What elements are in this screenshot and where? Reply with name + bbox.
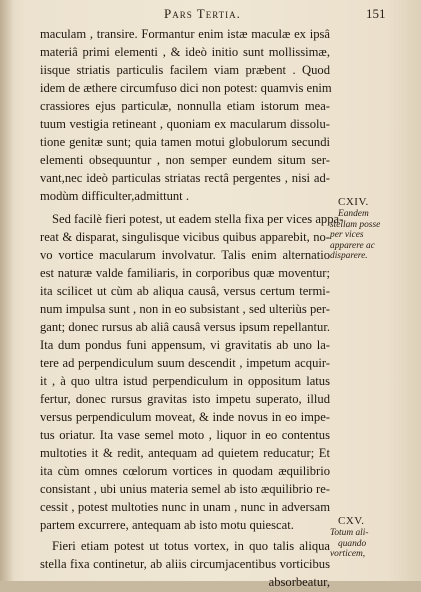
text-line: iisque striatis particulis facilem viam præbent . Quod (40, 63, 330, 77)
margin-note-line: disparere. (330, 251, 368, 262)
text-line: est naturæ valde familiaris, in corporibus quæ moventur; (40, 266, 330, 280)
text-line: ita scilicet ut cùm ab aliqua causâ, versus certum termi- (40, 284, 330, 298)
page-gutter-shadow (0, 0, 14, 581)
margin-note-line: Eandem (338, 209, 369, 219)
text-line: stella fixa continetur, ab aliis circumjacentibus vorticibus (40, 557, 330, 571)
margin-note-cxv (330, 515, 402, 560)
running-title: Pars Tertia. (164, 6, 241, 21)
text-line: crassiores ejus particulæ, nonnulla etiam istorum mea- (40, 99, 330, 113)
margin-note-line: per vices (330, 230, 364, 241)
text-line: cessit , potest multoties nunc in unam , nunc in adversam (40, 500, 330, 514)
text-line: it , à quo ultra istud perpendiculum in oppositum latus (40, 374, 330, 388)
text-line: vant,nec ideò particulas striatas rectâ pergentes , nisi ad- (40, 171, 330, 185)
page-header (0, 0, 421, 28)
text-line: vo vortice macularum involvatur. Talis enim alternatio (40, 248, 330, 262)
margin-note-heading: CXIV. (338, 196, 369, 208)
text-line: modùm difficulter,admittunt . (40, 189, 189, 203)
margin-note-cxiv (330, 196, 402, 262)
text-line: maculam , transire. Formantur enim istæ maculæ ex ipsâ (40, 27, 330, 41)
text-line: tere ad perpendiculum suum descendit , impetum acquir- (40, 356, 330, 370)
margin-note-line: Totum ali- (330, 528, 369, 538)
text-line: materiâ primi elementi , & ideò initio sunt mollissimæ, (40, 45, 330, 59)
text-line: Sed facilè fieri potest, ut eadem stella fixa per vices appa- (52, 212, 344, 226)
text-line: num impulsa sunt , non in eo subsistant , sed ulteriùs per- (40, 302, 330, 316)
text-line: idem de æthere circumfuso dici non potest: quamvis enim (40, 81, 332, 95)
margin-note-line: quando (338, 538, 367, 549)
text-line: Ita dum pondus funi appensum, vi gravitatis ab uno la- (40, 338, 330, 352)
text-line: gant; donec rursus ab aliâ causâ versus ipsum repellantur. (40, 320, 330, 334)
text-line: reat & disparat, singulisque vicibus quibus apparebit, no- (40, 230, 330, 244)
margin-note-heading: CXV. (338, 515, 365, 527)
text-line: fertur, donec rursus gravitas isto impetu superato, illud (40, 392, 330, 406)
margin-note-line: stellam posse (330, 219, 381, 230)
text-line: consistant , ubi unius materia semel ab isto æquilibrio re- (40, 482, 330, 496)
text-line: tuum vestigia retineant , quoniam ex macularum dissolu- (40, 117, 330, 131)
text-line: tus oriatur. Ita vase semel moto , liquor in eo contentus (40, 428, 330, 442)
text-line: multoties it & redit, antequam ad quietem reducatur; Et (40, 446, 330, 460)
text-line: elementi obsequuntur , non semper eundem situm ser- (40, 153, 330, 167)
page-number: 151 (366, 6, 386, 21)
text-line: tione genitæ sunt; quia tamen motui globulorum secundi (40, 135, 330, 149)
text-line: versus perpendiculum moveat, & inde novus in eo impe- (40, 410, 330, 424)
margin-note-line: apparere ac (330, 240, 375, 251)
text-line: Fieri etiam potest ut totus vortex, in quo talis aliqua (52, 539, 330, 553)
text-line: absorbeatur, (268, 575, 330, 589)
text-line: partem excurrere, antequam ab isto motu quiescat. (40, 518, 294, 532)
margin-note-line: vorticem, (330, 549, 366, 560)
text-line: ita cùm omnes cœlorum vortices in quodam æquilibrio (40, 464, 330, 478)
